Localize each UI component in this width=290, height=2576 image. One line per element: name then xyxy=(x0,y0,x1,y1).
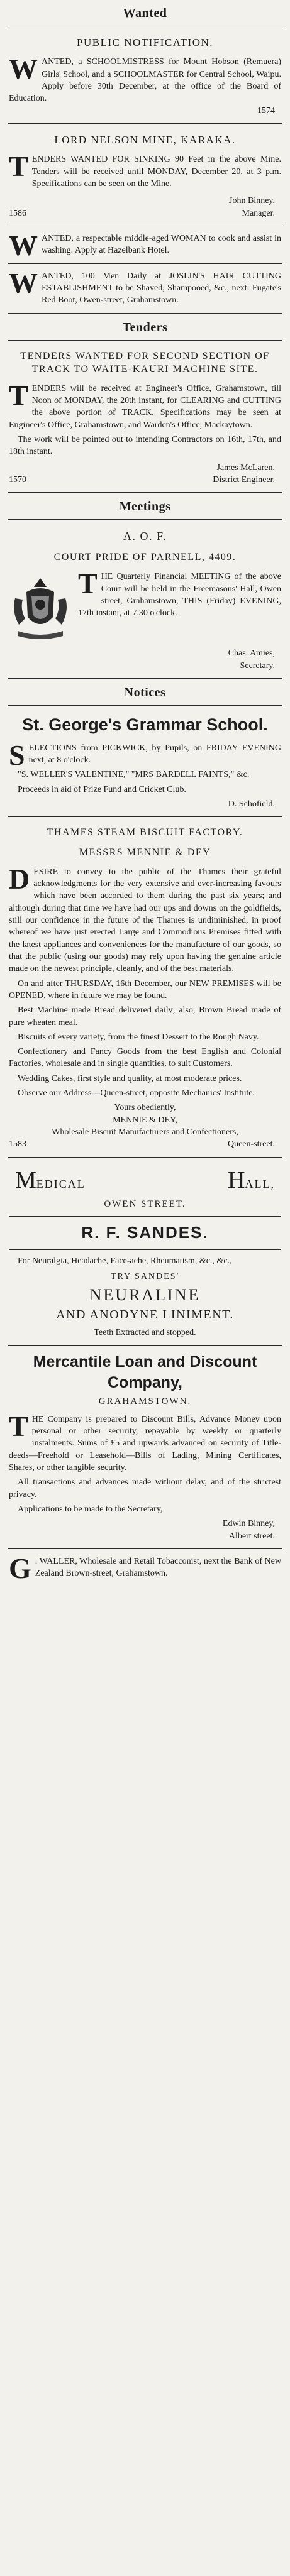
ad-ailments: For Neuralgia, Headache, Face-ache, Rheumatism, &c., &c., xyxy=(18,1256,232,1266)
ad-footer xyxy=(9,1138,281,1150)
ad-hazelbank-hotel xyxy=(8,226,282,264)
ad-signer: John Binney, xyxy=(229,196,275,206)
ad-mercantile-loan xyxy=(8,1346,282,1549)
ad-lord-nelson-mine xyxy=(8,124,282,226)
dropcap: W xyxy=(9,53,38,85)
dropcap: T xyxy=(78,567,98,600)
ad-place: GRAHAMSTOWN. xyxy=(98,1396,192,1407)
ad-title-word-1: MEDICAL xyxy=(15,1166,86,1193)
ad-paragraph: Best Machine made Bread delivered daily; also, Brown Bread made of pure wheaten meal. xyxy=(9,1006,281,1028)
ad-body: ANTED, 100 Men Daily at JOSLIN'S HAIR CUTTING ESTABLISHMENT to be Shaved, Shampooed, &c., next: Fugate's Red Boot, Owen-street, Grahamstown. xyxy=(42,271,281,305)
ad-title: THAMES STEAM BISCUIT FACTORY. xyxy=(47,827,243,838)
ad-body: ELECTIONS from PICKWICK, by Pupils, on FRIDAY EVENING next, at 8 o'clock. xyxy=(28,743,281,765)
ad-body: ENDERS will be received at Engineer's Office, Grahamstown, till Noon of MONDAY, the 20th instant, for CLEARING and CUTTING the above portion of TRACK. Specifications may be seen at Engineer's Office, Grahamstown, and Warden's Office, Mackaytown. xyxy=(9,383,281,430)
dropcap: T xyxy=(9,150,28,183)
ad-title: St. George's Grammar School. xyxy=(22,715,268,734)
ad-name: R. F. SANDES. xyxy=(81,1222,209,1242)
ad-joslin xyxy=(8,264,282,314)
section-meetings-heading: Meetings xyxy=(8,493,282,520)
ad-title: Mercantile Loan and Discount Company, xyxy=(33,1353,257,1391)
ad-firm: MESSRS MENNIE & DEY xyxy=(79,847,211,858)
dropcap: W xyxy=(9,229,38,262)
ad-st-georges-grammar xyxy=(8,706,282,817)
ad-role: Wholesale Biscuit Manufacturers and Confectioners, xyxy=(52,1127,238,1137)
ad-ref: 1570 xyxy=(9,474,26,485)
dropcap: G xyxy=(9,1552,31,1584)
ad-title xyxy=(9,1164,281,1197)
dropcap: T xyxy=(9,379,28,412)
ad-teeth: Teeth Extracted and stopped. xyxy=(94,1327,196,1337)
ad-footer xyxy=(9,474,281,486)
ad-public-notification xyxy=(8,26,282,124)
ad-title: TENDERS WANTED FOR SECOND SECTION OF TRACK TO WAITE-KAURI MACHINE SITE. xyxy=(20,350,270,375)
ad-ref: 1586 xyxy=(9,208,26,218)
coat-of-arms-icon xyxy=(9,573,72,644)
ad-body: ESIRE to convey to the public of the Thames their grateful acknowledgments for the very extensive and ever-increasing favours which have been accorded to them during the past six years; and although during that time we have had our ups and downs on the goldfields, still our confidence in the future of the Thames is undiminished, in proof whereof we have just erected Large and Commodious Premises fitted with the latest appliances and conveniences for the manufacture of our goods, so that the public (using our goods) may rely upon having the genuine article made on the newest principle, cleanly, and of the best materials. xyxy=(9,867,281,974)
dropcap: W xyxy=(9,266,38,299)
ad-paragraph: Observe our Address—Queen-street, opposite Mechanics' Institute. xyxy=(18,1088,255,1099)
ad-proceeds: Proceeds in aid of Prize Fund and Cricket Club. xyxy=(18,784,186,794)
ad-product: NEURALINE xyxy=(89,1286,201,1305)
ad-paragraph: On and after THURSDAY, 16th December, our NEW PREMISES will be OPENED, where in future we may be found. xyxy=(9,978,281,1000)
ad-signer: Edwin Binney, xyxy=(222,1519,275,1529)
ad-signer: D. Schofield. xyxy=(228,799,275,809)
ad-body-2: The work will be pointed out to intending Contractors on 16th, 17th, and 18th instant. xyxy=(9,435,281,457)
dropcap: D xyxy=(9,862,30,895)
ad-title: A. O. F. xyxy=(123,530,167,543)
ad-paragraph: Biscuits of every variety, from the finest Dessert to the Rough Navy. xyxy=(18,1032,259,1042)
ad-try: TRY SANDES' xyxy=(110,1271,180,1281)
ad-body: . WALLER, Wholesale and Retail Tobacconist, next the Bank of New Zealand Brown-street, Grahamstown. xyxy=(35,1556,281,1579)
ad-role: Secretary. xyxy=(240,660,275,671)
section-notices-heading: Notices xyxy=(8,679,282,706)
ad-subtitle: COURT PRIDE OF PARNELL, 4409. xyxy=(53,552,237,563)
ad-title-word-2: HALL, xyxy=(228,1166,275,1193)
ad-paragraph: Wedding Cakes, first style and quality, at most moderate prices. xyxy=(18,1073,242,1083)
ad-body: ENDERS WANTED FOR SINKING 90 Feet in the above Mine. Tenders will be received until MONDAY, December 20, at 3 p.m. Specifications can be seen on the Mine. xyxy=(31,155,281,189)
ad-signer: MENNIE & DEY, xyxy=(113,1115,177,1125)
ad-paragraph: Confectionery and Fancy Goods from the best English and Colonial Factories, wholesale and in single quantities, to suit Customers. xyxy=(9,1047,281,1069)
ad-paragraph: Applications to be made to the Secretary, xyxy=(18,1504,163,1514)
ad-thames-biscuit-factory xyxy=(8,817,282,1158)
ad-body: HE Company is prepared to Discount Bills, Advance Money upon personal or other security, repayable by weekly or quarterly instalments. Sums of £5 and upwards advanced on security of Title-deeds—Freehold or Leasehold—Bills of Lading, Mining Certificates, Shares, or other tangible security. xyxy=(9,1414,281,1473)
ad-role: Manager. xyxy=(242,208,275,218)
ad-street: Queen-street. xyxy=(227,1139,275,1149)
ad-title: LORD NELSON MINE, KARAKA. xyxy=(54,134,236,146)
newspaper-column xyxy=(8,0,282,2576)
ad-medical-hall xyxy=(8,1158,282,1346)
ad-footer xyxy=(9,207,281,219)
section-tenders-heading: Tenders xyxy=(8,314,282,341)
ad-product-2: AND ANODYNE LINIMENT. xyxy=(56,1308,234,1322)
ad-signer: James McLaren, xyxy=(216,463,275,473)
dropcap: T xyxy=(9,1410,28,1442)
ad-street: Albert street. xyxy=(228,1531,275,1541)
ad-paragraph: All transactions and advances made without delay, and of the strictest privacy. xyxy=(9,1477,281,1499)
dropcap: S xyxy=(9,738,25,771)
ad-role: District Engineer. xyxy=(213,474,275,485)
ad-body: ANTED, a respectable middle-aged WOMAN to cook and assist in washing. Apply at Hazelbank Hotel. xyxy=(42,234,281,256)
section-wanted-heading: Wanted xyxy=(8,0,282,26)
ad-title: PUBLIC NOTIFICATION. xyxy=(77,36,213,48)
ad-street: OWEN STREET. xyxy=(104,1199,186,1210)
ad-waller-tobacconist xyxy=(8,1549,282,1586)
ad-signer: Chas. Amies, xyxy=(228,649,275,659)
ad-body: HE Quarterly Financial MEETING of the above Court will be held in the Freemasons' Hall, Owen street, Grahamstown, THIS (Friday) EVENING, 17th instant, at 7.30 o'clock. xyxy=(78,572,281,618)
ad-aof-meeting xyxy=(8,520,282,679)
ad-closing: Yours obediently, xyxy=(114,1103,176,1113)
ad-ref: 1574 xyxy=(257,106,275,116)
ad-ref: 1583 xyxy=(9,1139,26,1149)
ad-quote: "S. WELLER'S VALENTINE," "MRS BARDELL FAINTS," &c. xyxy=(18,770,250,780)
ad-body: ANTED, a SCHOOLMISTRESS for Mount Hobson (Remuera) Girls' School, and a SCHOOLMASTER for Central School, Waipu. Apply before 30th December, at the office of the Board of Education. xyxy=(9,57,281,104)
ad-tender-waitekauri xyxy=(8,341,282,493)
